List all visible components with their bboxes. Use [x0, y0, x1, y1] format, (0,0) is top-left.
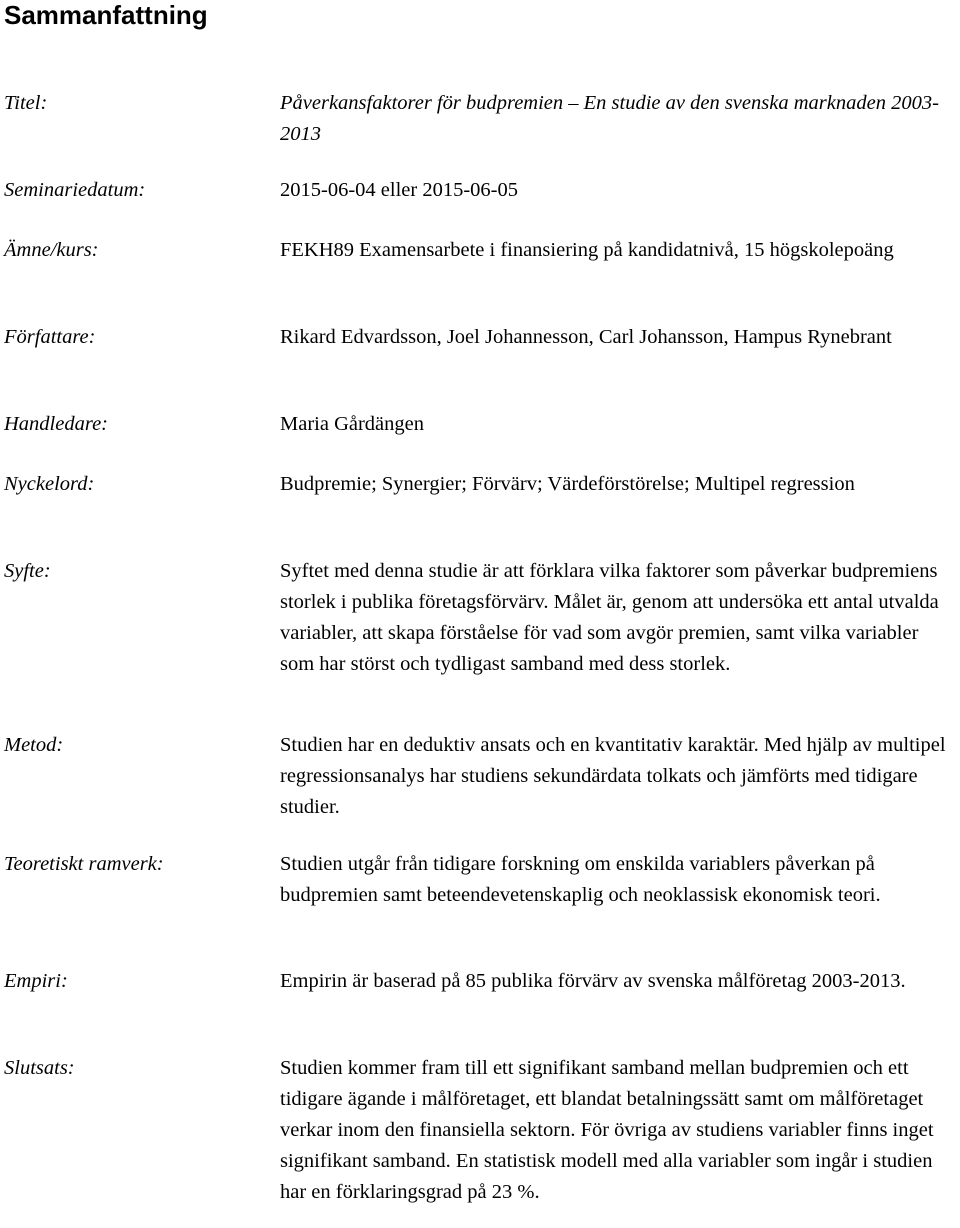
field-label: Slutsats: [4, 1057, 75, 1079]
field-label: Teoretiskt ramverk: [4, 853, 164, 875]
supervisor-value: Maria Gårdängen [280, 413, 425, 435]
title-value: Påverkansfaktorer för budpremien – En studie av den svenska marknaden 2003-2013 [280, 92, 939, 145]
field-label: Handledare: [4, 413, 108, 435]
field-label: Ämne/kurs: [4, 239, 99, 261]
keywords-value: Budpremie; Synergier; Förvärv; Värdeförstörelse; Multipel regression [280, 473, 855, 495]
field-label: Författare: [4, 326, 96, 348]
seminar-date-value: 2015-06-04 eller 2015-06-05 [280, 179, 518, 201]
subject-course-value: FEKH89 Examensarbete i finansiering på kandidatnivå, 15 högskolepoäng [280, 239, 894, 261]
conclusion-value: Studien kommer fram till ett signifikant samband mellan budpremien och ett tidigare ägande i målföretaget, ett blandat betalningssätt samt om målföretaget verkar inom den finansiella sektorn. För övriga av studiens variabler finns inget signifikant samband. En statistisk modell med alla variabler som ingår i studien har en förklaringsgrad på 23 %. [280, 1057, 934, 1203]
field-label: Titel: [4, 92, 48, 114]
field-label: Seminariedatum: [4, 179, 146, 201]
empirics-value: Empirin är baserad på 85 publika förvärv av svenska målföretag 2003-2013. [280, 970, 906, 992]
field-label: Nyckelord: [4, 473, 95, 495]
method-value: Studien har en deduktiv ansats och en kvantitativ karaktär. Med hjälp av multipel regressionsanalys har studiens sekundärdata tolkats och jämförts med tidigare studier. [280, 734, 946, 818]
field-label: Empiri: [4, 970, 68, 992]
purpose-value: Syftet med denna studie är att förklara vilka faktorer som påverkar budpremiens storlek i publika företagsförvärv. Målet är, genom att undersöka ett antal utvalda variabler, att skapa förståelse för vad som avgör premien, samt vilka variabler som har störst och tydligast samband med dess storlek. [280, 560, 939, 675]
field-label: Syfte: [4, 560, 51, 582]
summary-heading: Sammanfattning [4, 0, 208, 30]
theoretical-framework-value: Studien utgår från tidigare forskning om enskilda variablers påverkan på budpremien samt beteendevetenskaplig och neoklassisk ekonomisk teori. [280, 853, 881, 906]
authors-value: Rikard Edvardsson, Joel Johannesson, Carl Johansson, Hampus Rynebrant [280, 326, 892, 348]
field-label: Metod: [4, 734, 64, 756]
